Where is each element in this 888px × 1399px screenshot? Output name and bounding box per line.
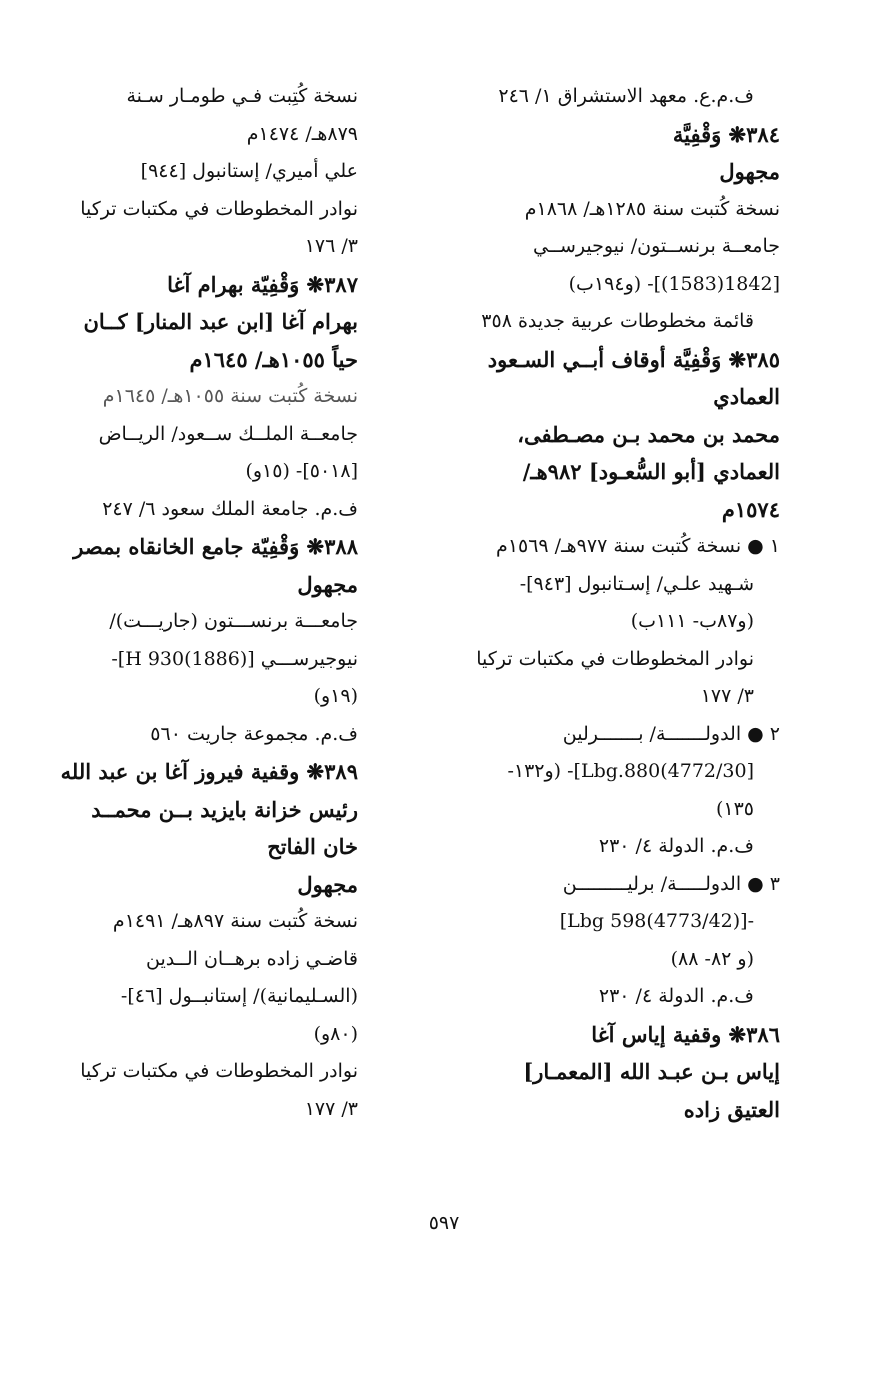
entry-heading-line: خان الفاتح bbox=[267, 834, 358, 859]
text-line: نيوجيرســـي [H 930(1886)]- bbox=[111, 647, 358, 670]
text-line: نوادر المخطوطات في مكتبات تركيا bbox=[80, 1060, 358, 1082]
text-line: قائمة مخطوطات عربية جديدة ٣٥٨ bbox=[481, 310, 754, 332]
text-line: [1842(1583)]- (و١٩٤ب) bbox=[568, 272, 780, 295]
entry-heading-line: ٣٨٩❋ وقفية فيروز آغا بن عبد الله bbox=[60, 759, 358, 784]
text-line: نوادر المخطوطات في مكتبات تركيا bbox=[476, 647, 754, 670]
entry-heading-line: ٣٨٥❋ وَقْفِيَّة أوقاف أبــي السـعود bbox=[487, 346, 780, 372]
entry-heading-line: محمد بن محمد بـن مصـطفى، bbox=[517, 421, 780, 447]
text-line: نسخة كُتِبت فـي طومـار سـنة bbox=[126, 85, 358, 107]
text-line: [٥٠١٨]- (١٥و) bbox=[245, 460, 358, 482]
entry-heading-line: رئيس خزانة بايزيد بــن محمــد bbox=[91, 796, 358, 822]
entry-heading-line: ٣٨٦❋ وقفية إياس آغا bbox=[591, 1021, 780, 1047]
entry-heading-line: العمادي [أبو السُّعـود] ٩٨٢هـ/ bbox=[522, 459, 780, 484]
page-number: ٥٩٧ bbox=[428, 1212, 460, 1234]
entry-heading-line: مجهول bbox=[719, 159, 780, 184]
text-line: نسخة كُتبت سنة ١٢٨٥هـ/ ١٨٦٨م bbox=[524, 197, 780, 220]
entry-heading-line: العمادي bbox=[713, 384, 780, 409]
text-line: ١ ● نسخة كُتبت سنة ٩٧٧هـ/ ١٥٦٩م bbox=[496, 535, 780, 557]
text-line: نسخة كُتبت سنة ٨٩٧هـ/ ١٤٩١م bbox=[112, 910, 358, 932]
text-line: ٣ ● الدولـــــة/ برليـــــــــن bbox=[562, 872, 780, 895]
entry-heading-line: إياس بـن عبـد الله [المعمـار] bbox=[523, 1059, 780, 1084]
entry-heading-line: مجهول bbox=[297, 571, 358, 597]
text-line: ١٣٥) bbox=[715, 797, 754, 820]
text-line: جامعــة برنســتون/ نيوجيرســي bbox=[532, 235, 780, 257]
text-line: ٣/ ١٧٧ bbox=[304, 1097, 358, 1120]
text-line: (و ٨٢- ٨٨) bbox=[670, 947, 754, 970]
text-line: (و٨٧ب- ١١١ب) bbox=[630, 610, 754, 632]
entry-heading-line: بهرام آغا [ابن عبد المنار] كــان bbox=[83, 309, 358, 334]
text-line: ف.م. مجموعة جاريت ٥٦٠ bbox=[150, 722, 358, 745]
entry-heading-line: ٣٨٧❋ وَقْفِيّة بهرام آغا bbox=[167, 271, 358, 297]
text-line: جامعـــة برنســـتون (جاريـــت)/ bbox=[109, 610, 358, 632]
text-line: علي أميري/ إستانبول [٩٤٤] bbox=[140, 160, 358, 182]
entry-heading-line: العتيق زاده bbox=[683, 1096, 780, 1122]
right-column bbox=[445, 78, 780, 1128]
text-line: -[(4773/42)Lbg 598] bbox=[559, 910, 754, 932]
entry-heading-line: ٣٨٤❋ وَقْفِيَّة bbox=[672, 121, 780, 147]
text-line: نسخة كُتبت سنة ١٠٥٥هـ/ ١٦٤٥م bbox=[102, 385, 358, 407]
text-line: (السـليمانية)/ إستانبــول [٤٦]- bbox=[120, 985, 358, 1007]
text-line: ٨٧٩هـ/ ١٤٧٤م bbox=[246, 122, 358, 145]
text-line: شـهيد علـي/ إسـتانبول [٩٤٣]- bbox=[519, 572, 754, 595]
text-line: ف.م.ع. معهد الاستشراق ١/ ٢٤٦ bbox=[498, 85, 754, 107]
entry-heading-line: ١٥٧٤م bbox=[721, 496, 780, 522]
text-line: قاضـي زاده برهــان الــدين bbox=[146, 947, 358, 970]
text-line: [4772/30)Lbg.880]- (و١٣٢- bbox=[507, 760, 754, 782]
text-line: ف.م. جامعة الملك سعود ٦/ ٢٤٧ bbox=[102, 497, 358, 520]
text-line: ف.م. الدولة ٤/ ٢٣٠ bbox=[598, 835, 754, 857]
text-line: نوادر المخطوطات في مكتبات تركيا bbox=[80, 197, 358, 220]
text-line: (٨٠و) bbox=[313, 1022, 358, 1045]
text-line: (١٩و) bbox=[313, 685, 358, 707]
left-column bbox=[23, 78, 358, 1128]
entry-heading-line: حياً ١٠٥٥هـ/ ١٦٤٥م bbox=[189, 346, 358, 372]
text-line: جامعــة الملــك ســعود/ الريــاض bbox=[98, 422, 358, 445]
entry-heading-line: مجهول bbox=[297, 871, 358, 897]
text-line: ٣/ ١٧٧ bbox=[700, 685, 754, 707]
text-line: ف.م. الدولة ٤/ ٢٣٠ bbox=[598, 985, 754, 1007]
text-line: ٢ ● الدولـــــــة/ بـــــــرلين bbox=[562, 722, 780, 745]
text-line: ٣/ ١٧٦ bbox=[304, 235, 358, 257]
entry-heading-line: ٣٨٨❋ وَقْفِيّة جامع الخانقاه بمصر bbox=[73, 534, 358, 559]
